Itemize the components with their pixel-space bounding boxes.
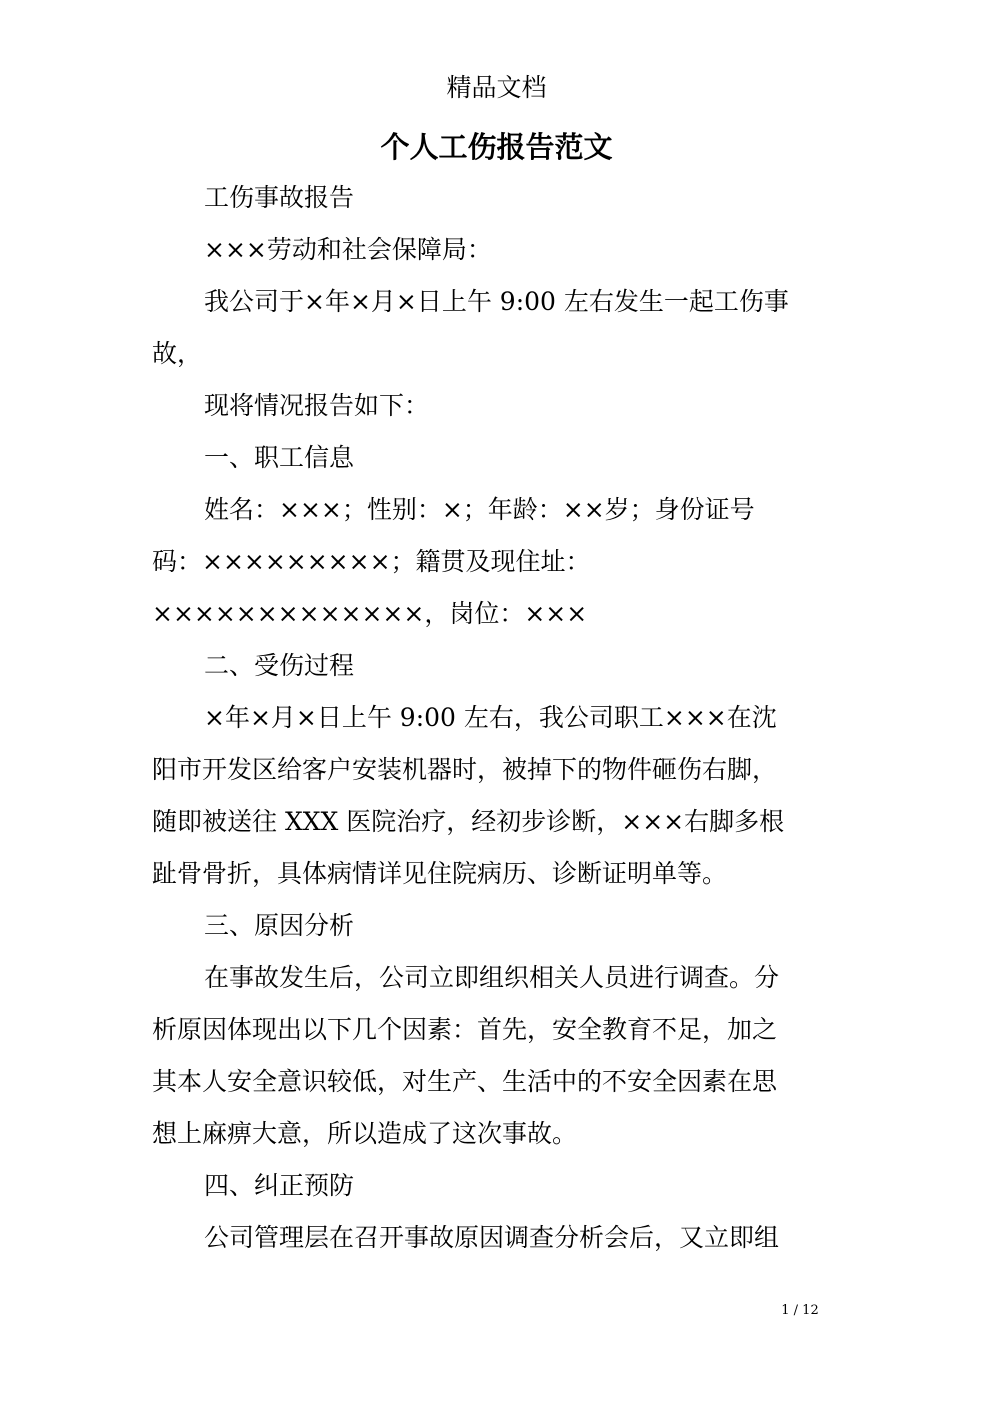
paragraph-line: 在事故发生后，公司立即组织相关人员进行调查。分: [204, 963, 780, 992]
addressee-line: ×××劳动和社会保障局：: [204, 235, 492, 264]
paragraph-line: ×年×月×日上午 9:00 左右，我公司职工×××在沈: [204, 703, 777, 732]
paragraph-line: 我公司于×年×月×日上午 9:00 左右发生一起工伤事: [204, 287, 789, 316]
paragraph-line: 现将情况报告如下：: [204, 391, 430, 420]
paragraph-line: 想上麻痹大意，所以造成了这次事故。: [152, 1119, 578, 1148]
paragraph-line: 阳市开发区给客户安装机器时，被掉下的物件砸伤右脚，: [152, 755, 778, 784]
section-heading-corrective-prevention: 四、纠正预防: [204, 1171, 355, 1200]
page-number: 1 / 12: [781, 1303, 819, 1318]
paragraph-line: 其本人安全意识较低，对生产、生活中的不安全因素在思: [152, 1067, 778, 1096]
paragraph-line: 故，: [152, 339, 203, 368]
paragraph-line: 公司管理层在召开事故原因调查分析会后，又立即组: [204, 1223, 780, 1252]
paragraph-line: 码：×××××××××；籍贯及现住址：: [152, 547, 591, 576]
heading-report: 工伤事故报告: [204, 183, 355, 212]
document-body: [152, 172, 842, 1264]
paragraph-line: 姓名：×××；性别：×；年龄：××岁；身份证号: [204, 495, 755, 524]
paragraph-line: 随即被送往 XXX 医院治疗，经初步诊断，×××右脚多根: [152, 807, 785, 836]
document-title: 个人工伤报告范文: [380, 130, 613, 164]
header-label: 精品文档: [446, 73, 547, 102]
section-heading-cause-analysis: 三、原因分析: [204, 911, 355, 940]
paragraph-line: 析原因体现出以下几个因素：首先，安全教育不足，加之: [152, 1015, 778, 1044]
section-heading-injury-process: 二、受伤过程: [204, 651, 355, 680]
paragraph-line: ×××××××××××××，岗位：×××: [152, 599, 588, 628]
paragraph-line: 趾骨骨折，具体病情详见住院病历、诊断证明单等。: [152, 859, 728, 888]
section-heading-employee-info: 一、职工信息: [204, 443, 355, 472]
